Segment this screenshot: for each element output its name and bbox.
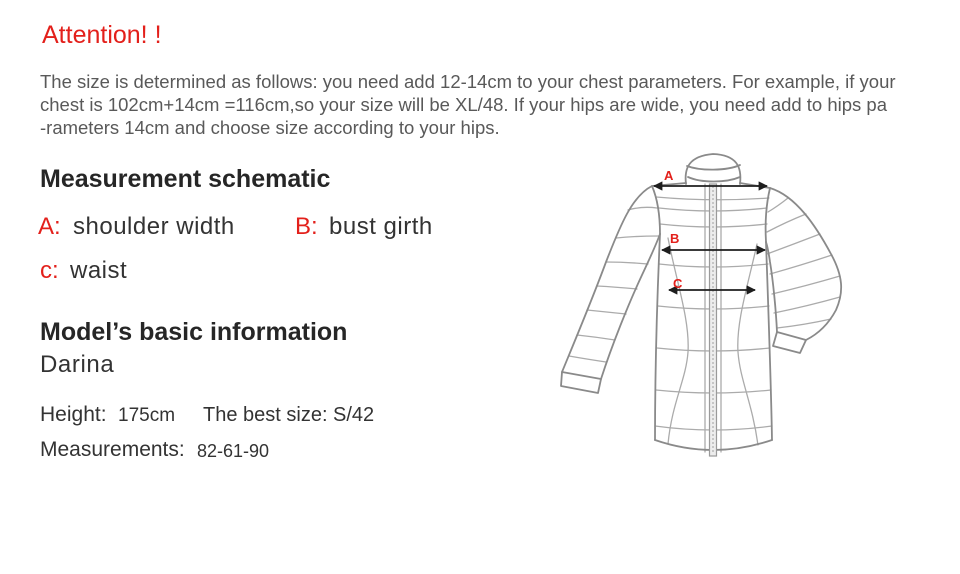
legend-key-a: A: (38, 213, 61, 240)
left-sleeve-quilt-line (597, 286, 637, 289)
legend-label-bust-girth: bust girth (329, 213, 433, 240)
size-instructions-line: -rameters 14cm and choose size according to your hips. (40, 117, 500, 138)
left-sleeve-quilt-line (628, 207, 657, 210)
size-instructions-line: The size is determined as follows: you need add 12-14cm to your chest parameters. For example, if your (40, 71, 896, 92)
left-sleeve-quilt-line (577, 335, 615, 340)
right-sleeve-quilt-line (767, 234, 820, 254)
size-instructions (40, 70, 896, 139)
marker-b: B (670, 231, 680, 246)
left-body-side (655, 234, 660, 440)
model-info-title: Model’s basic information (40, 318, 348, 346)
legend-label-waist: waist (70, 257, 128, 284)
left-armhole (652, 186, 660, 234)
legend-key-b: B: (295, 213, 318, 240)
left-side-panel-seam (668, 238, 688, 444)
model-name: Darina (40, 351, 115, 378)
measurements-value: 82-61-90 (197, 441, 270, 461)
right-armhole (766, 188, 770, 242)
left-sleeve-quilt-line (616, 236, 659, 238)
height-label: Height: (40, 403, 107, 426)
measurements-label: Measurements: (40, 438, 185, 461)
legend-key-c: c: (40, 257, 59, 284)
right-cuff (773, 332, 806, 353)
left-sleeve-quilt-line (569, 356, 606, 362)
right-sleeve-quilt-line (770, 255, 832, 274)
left-sleeve-outer (562, 186, 652, 372)
marker-c: C (673, 276, 683, 291)
jacket-diagram (540, 140, 860, 470)
marker-a: A (664, 168, 674, 183)
right-side-panel-seam (738, 244, 758, 445)
best-size-label: The best size: (203, 404, 328, 426)
left-sleeve-quilt-line (587, 310, 626, 314)
jacket-icon (561, 154, 841, 450)
best-size-value: S/42 (333, 404, 375, 426)
legend-label-shoulder-width: shoulder width (73, 213, 235, 240)
measurement-schematic-title: Measurement schematic (40, 165, 331, 193)
left-sleeve-quilt-line (606, 262, 648, 264)
right-sleeve-quilt-line (768, 198, 788, 212)
size-instructions-line: chest is 102cm+14cm =116cm,so your size will be XL/48. If your hips are wide, you need add to hips pa (40, 94, 888, 115)
neckline (688, 177, 740, 182)
right-sleeve-quilt-line (772, 276, 840, 294)
height-value: 175cm (118, 405, 176, 426)
zipper (710, 184, 717, 456)
right-sleeve-quilt-line (774, 297, 840, 313)
left-sleeve-inner (601, 234, 660, 379)
attention-heading: Attention! ! (42, 21, 162, 49)
left-cuff (561, 372, 601, 393)
collar-fold-line (687, 165, 740, 170)
right-sleeve-quilt-line (767, 214, 806, 232)
quilting-lines (569, 184, 840, 452)
